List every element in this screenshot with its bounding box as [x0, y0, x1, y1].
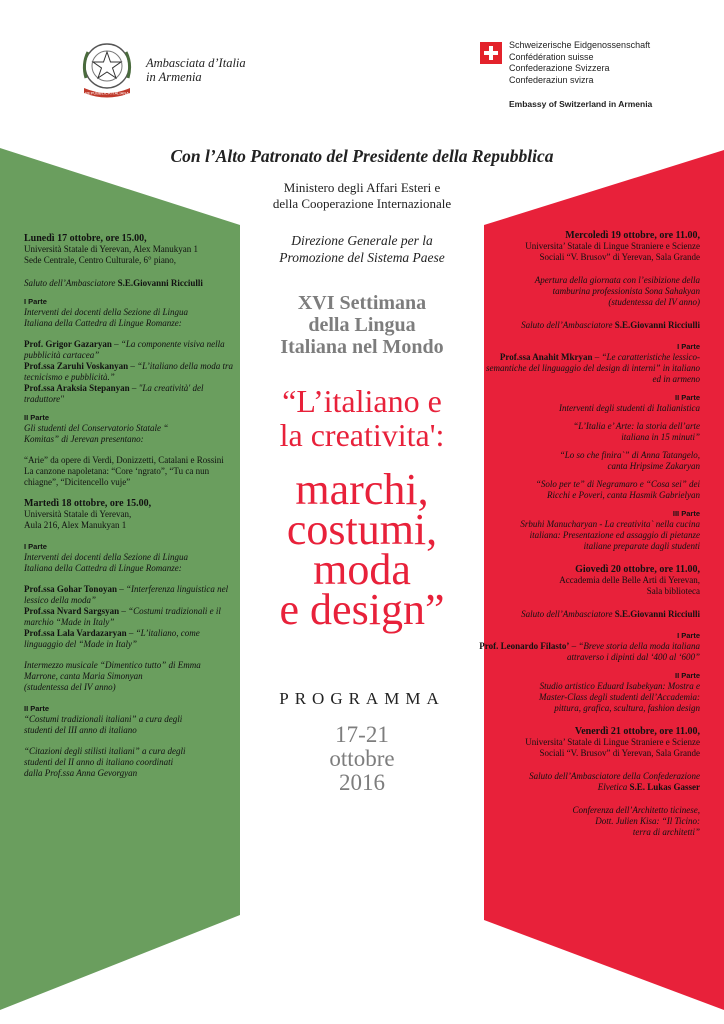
venue: Accademia delle Belle Arti di Yerevan, Sala biblioteca: [559, 575, 700, 596]
theme-subtitle-line: costumi,: [286, 505, 438, 554]
speaker-name: Prof.ssa Gohar Tonoyan: [24, 584, 117, 594]
italy-embassy-line: Ambasciata d’Italia: [146, 56, 246, 70]
part-description: “Costumi tradizionali italiani” a cura degli studenti del III anno di italiano: [24, 714, 183, 735]
speaker-name: Prof. Leonardo Filasto’: [479, 641, 570, 651]
ambassador-name: S.E.Giovanni Ricciulli: [614, 609, 700, 619]
theme-subtitle-line: moda: [313, 545, 411, 594]
part-description: Gli studenti del Conservatorio Statale “ Komitas” di Jerevan presentano:: [24, 423, 169, 444]
italian-republic-emblem-icon: [78, 38, 136, 100]
part-description: Interventi dei docenti della Sezione di Lingua Italiana della Cattedra di Lingue Romanze:: [24, 552, 188, 573]
event-title-line: della Lingua: [308, 314, 416, 336]
event-title-line: Italiana nel Mondo: [280, 336, 444, 358]
ambassador-greeting: Saluto dell’Ambasciatore S.E.Giovanni Ricciulli: [521, 320, 700, 330]
theme-title-line: la creativita':: [279, 417, 445, 453]
day-heading: Giovedì 20 ottobre, ore 11.00,: [575, 564, 700, 575]
part-label: I Parte: [677, 342, 700, 351]
swiss-confederation-names: [509, 40, 650, 86]
ministry-name: [0, 180, 724, 212]
ambassador-name: S.E. Lukas Gasser: [629, 782, 700, 792]
part-label: III Parte: [672, 509, 700, 518]
venue: Universita’ Statale di Lingue Straniere e Scienze Sociali “V. Brusov” di Yerevan, Sala Grande: [525, 737, 700, 758]
theme-subtitle-line: e design”: [279, 585, 445, 634]
ministry-line: Ministero degli Affari Esteri e: [283, 180, 441, 195]
talk-item: Prof.ssa Lala Vardazaryan – “L’italiano, come linguaggio del “Made in Italy”: [24, 628, 200, 649]
part-label: I Parte: [677, 631, 700, 640]
venue: Università Statale di Yerevan, Alex Manukyan 1 Sede Centrale, Centro Culturale, 6° piano,: [24, 244, 198, 265]
italy-embassy-name: [146, 56, 246, 84]
performance-item: “Arie” da opere di Verdi, Donizzetti, Catalani e Rossini: [24, 455, 224, 465]
talk-item: Prof. Leonardo Filasto’ – “Breve storia della moda italiana attraverso i dipinti dal ‘400 al ‘600”: [479, 641, 700, 662]
talk-item: Prof.ssa Zaruhi Voskanyan – “L’italiano della moda tra tecnicismo e pubblicità.”: [24, 361, 234, 382]
part-description: Studio artistico Eduard Isabekyan: Mostra e Master-Class degli studenti dell’Accademia: pittura, grafica, scultura, fashion design: [538, 681, 700, 713]
theme-title-line: “L’italiano e: [282, 383, 442, 419]
italy-embassy-line: in Armenia: [146, 70, 202, 84]
ambassador-greeting: Saluto dell’Ambasciatore S.E.Giovanni Ricciulli: [24, 278, 203, 288]
talk-item: Prof.ssa Gohar Tonoyan – “Interferenza linguistica nel lessico della moda”: [24, 584, 229, 605]
part-label: II Parte: [24, 413, 50, 422]
svg-text:REPUBBLICA ITALIANA: REPUBBLICA ITALIANA: [85, 90, 129, 96]
swiss-name-line: Confederaziun svizra: [509, 74, 594, 85]
left-program-column: [24, 229, 234, 779]
day-heading: Martedì 18 ottobre, ore 15.00,: [24, 498, 152, 509]
swiss-cross-icon: [480, 42, 502, 64]
opening-item: Apertura della giornata con l’esibizione della tamburina professionista Sona Sahakyan (studentessa del IV anno): [534, 275, 700, 307]
swiss-name-line: Schweizerische Eidgenossenschaft: [509, 40, 651, 50]
performance-item: La canzone napoletana: “Core ‘ngrato”, “Tu ca nun chiagne”, “Dicitencello vuje”: [24, 466, 210, 487]
directorate-line: Direzione Generale per la: [291, 233, 433, 248]
ambassador-greeting: Saluto dell’Ambasciatore S.E.Giovanni Ricciulli: [521, 609, 700, 619]
patronage-heading: Con l’Alto Patronato del Presidente della Repubblica: [170, 146, 554, 166]
event-title-line: XVI Settimana: [297, 292, 427, 314]
directorate-line: Promozione del Sistema Paese: [279, 250, 445, 265]
day-heading: Lunedì 17 ottobre, ore 15.00,: [24, 233, 147, 244]
dates-month: ottobre: [329, 746, 395, 771]
talk-item: Prof.ssa Nvard Sargsyan – “Costumi tradizionali e il marchio “Made in Italy”: [24, 606, 221, 627]
swiss-name-line: Confederazione Svizzera: [509, 63, 610, 73]
part-label: II Parte: [674, 393, 700, 402]
speaker-name: Prof.ssa Lala Vardazaryan: [24, 628, 127, 638]
theme-subtitle-line: marchi,: [295, 465, 429, 514]
speaker-name: Prof.ssa Araksia Stepanyan: [24, 383, 130, 393]
part-description: Srbuhi Manucharyan - La creativita` nella cucina italiana: Presentazione ed assaggio di pietanze italiane preparate dagli studenti: [520, 519, 700, 551]
swiss-embassy-name: Embassy of Switzerland in Armenia: [509, 99, 653, 109]
part-label: I Parte: [24, 542, 47, 551]
swiss-name-line: Confédération suisse: [509, 51, 594, 62]
venue: Universita’ Statale di Lingue Straniere e Scienze Sociali “V. Brusov” di Yerevan, Sala Grande: [525, 241, 700, 262]
talk-item: Prof.ssa Anahit Mkryan – “Le caratteristiche lessico-semantiche del linguaggio del design di interni” in italiano ed in armeno: [486, 352, 700, 384]
part-description: Interventi dei docenti della Sezione di Lingua Italiana della Cattedra di Lingue Romanze:: [24, 307, 188, 328]
part-description: Interventi degli studenti di Italianistica: [559, 403, 700, 413]
right-program-column: [478, 226, 700, 838]
ambassador-greeting: Saluto dell’Ambasciatore della Confederazione Elvetica S.E. Lukas Gasser: [529, 771, 700, 792]
dates-range: 17-21: [335, 722, 389, 747]
speaker-name: Prof.ssa Anahit Mkryan: [499, 352, 593, 362]
part-label: II Parte: [674, 671, 700, 680]
intermezzo: Intermezzo musicale “Dimentico tutto” di Emma Marrone, canta Maria Simonyan (studentessa del IV anno): [24, 660, 201, 692]
talk-item: Prof.ssa Araksia Stepanyan – "La creatività' del traduttore": [24, 383, 204, 404]
part-label: I Parte: [24, 297, 47, 306]
conference-item: Conferenza dell’Architetto ticinese, Dott. Julien Kisa: “Il Ticino: terra di architetti”: [572, 805, 700, 837]
performance-item: “Lo so che finira`” di Anna Tatangelo, canta Hripsime Zakaryan: [559, 450, 700, 471]
speaker-name: Prof.ssa Nvard Sargsyan: [24, 606, 120, 616]
part-label: II Parte: [24, 704, 50, 713]
speaker-name: Prof. Grigor Gazaryan: [24, 339, 112, 349]
day-heading: Venerdì 21 ottobre, ore 11.00,: [574, 726, 700, 737]
talk-item: Prof. Grigor Gazaryan – “La componente visiva nella pubblicità cartacea”: [24, 339, 225, 360]
citation-item: “Citazioni degli stilisti italiani” a cura degli studenti del II anno di italiano coordinati dalla Prof.ssa Anna Gevorgyan: [24, 746, 186, 778]
performance-item: “Solo per te” di Negramaro e “Cosa sei” dei Ricchi e Poveri, canta Hasmik Gabrielyan: [535, 479, 700, 500]
venue: Università Statale di Yerevan, Aula 216, Alex Manukyan 1: [24, 509, 132, 530]
ambassador-name: S.E.Giovanni Ricciulli: [614, 320, 700, 330]
speaker-name: Prof.ssa Zaruhi Voskanyan: [24, 361, 129, 371]
ministry-line: della Cooperazione Internazionale: [272, 196, 452, 211]
ambassador-name: S.E.Giovanni Ricciulli: [117, 278, 203, 288]
dates-year: 2016: [339, 770, 385, 795]
performance-item: “L’Italia e’ Arte: la storia dell’arte italiana in 15 minuti”: [573, 421, 700, 442]
programma-heading: PROGRAMMA: [279, 689, 445, 708]
day-heading: Mercoledì 19 ottobre, ore 11.00,: [565, 230, 700, 241]
